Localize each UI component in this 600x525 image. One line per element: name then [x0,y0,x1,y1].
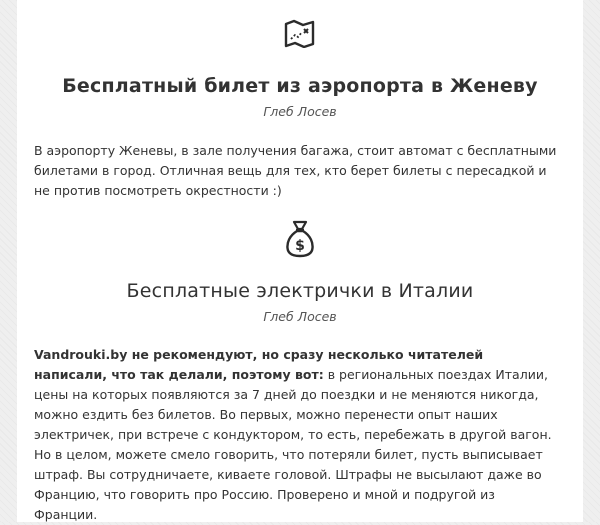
article-title: Бесплатные электрички в Италии [126,280,474,302]
article-body: В аэропорту Женевы, в зале получения багажа, стоит автомат с бесплатными билетами в город. Отличная вещь для тех, кто берет билеты с пересадкой и не против посмотреть окрестности :) [34,143,557,198]
article-author: Глеб Лосев [263,104,337,119]
svg-text:$: $ [295,238,305,254]
article-title: Бесплатный билет из аэропорта в Женеву [62,75,538,97]
article-author: Глеб Лосев [263,309,337,324]
article-body [34,345,559,525]
newsletter-card [17,0,583,522]
article-body-text: в региональных поездах Италии, цены на которых появляются за 7 дней до поездки и не меняются никогда, можно ездить без билетов. Во первых, можно перенести опыт наших электричек, при встрече с кондуктором, то есть, перебежать в другой вагон. Но в целом, можете смело говорить, что потеряли билет, пусть выписывает штраф. Вы сотрудничаете, киваете головой. Штрафы не высылают даже во Францию, что говорить про Россию. Проверено и мной и подругой из Франции. [34,367,552,522]
map-icon [283,0,317,48]
article-geneva [34,0,566,201]
money-bag-icon [285,219,315,259]
article-italy [34,219,566,525]
article-body-lead: Vandrouki.by не рекомендуют, но сразу несколько читателей написали, что так делали, поэтому вот: [34,347,484,382]
